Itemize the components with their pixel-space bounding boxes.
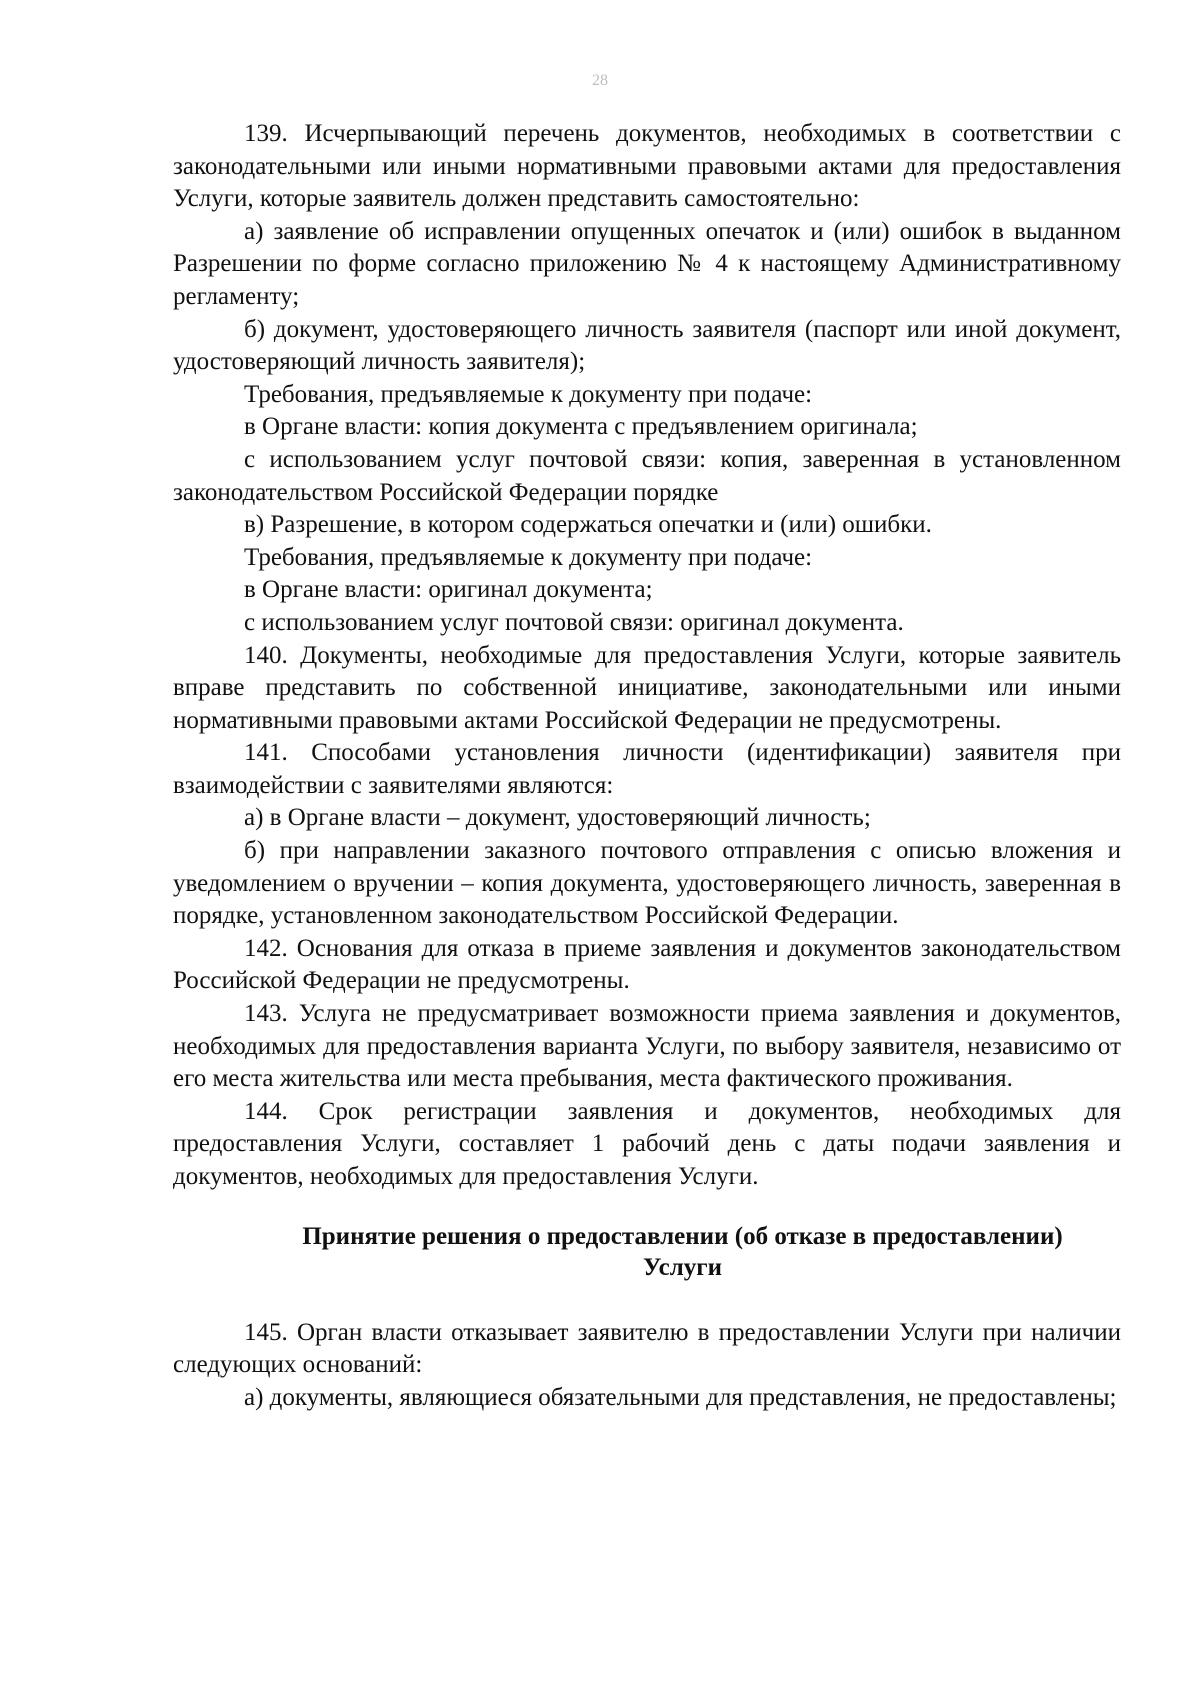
paragraph-145: 145. Орган власти отказывает заявителю в предоставлении Услуги при наличии следующих оснований: (173, 1318, 1121, 1379)
paragraph-141: 141. Способами установления личности (идентификации) заявителя при взаимодействии с заявителями являются: (173, 739, 1121, 799)
item-139-b: б) документ, удостоверяющего личность заявителя (паспорт или иной документ, удостоверяющий личность заявителя); (173, 315, 1121, 376)
item-145-a: а) документы, являющиеся обязательными для представления, не предоставлены; (244, 1383, 1117, 1411)
section-heading-line-2: Услуги (642, 1253, 723, 1281)
item-139-v: в) Разрешение, в котором содержаться опечатки и (или) ошибки. (244, 511, 932, 539)
item-141-b: б) при направлении заказного почтового отправления с описью вложения и уведомлением о вручении – копия документа, удостоверяющего личность, заверенная в порядке, установленном законодательством Российской Федерации. (173, 837, 1121, 930)
section-heading (173, 1221, 1121, 1283)
section-heading-line-1: Принятие решения о предоставлении (об отказе в предоставлении) (302, 1222, 1063, 1250)
requirement-postal-copy: с использованием услуг почтовой связи: копия, заверенная в установленном законодательством Российской Федерации порядке (173, 445, 1121, 506)
requirement-authority-copy: в Органе власти: копия документа с предъявлением оригинала; (244, 413, 918, 441)
paragraph-142: 142. Основания для отказа в приеме заявления и документов законодательством Российской Федерации не предусмотрены. (173, 934, 1121, 995)
paragraph-139: 139. Исчерпывающий перечень документов, необходимых в соответствии с законодательными или иными нормативными правовыми актами для предоставления Услуги, которые заявитель должен представить самостоятельно: (173, 120, 1121, 213)
requirements-line: Требования, предъявляемые к документу при подаче: (244, 380, 813, 408)
paragraph-144: 144. Срок регистрации заявления и документов, необходимых для предоставления Услуги, составляет 1 рабочий день с даты подачи заявления и документов, необходимых для предоставления Услуги. (173, 1097, 1121, 1190)
paragraph-143: 143. Услуга не предусматривает возможности приема заявления и документов, необходимых для предоставления варианта Услуги, по выбору заявителя, независимо от его места жительства или места пребывания, места фактического проживания. (173, 1000, 1121, 1093)
requirements-line-2: Требования, предъявляемые к документу при подаче: (244, 543, 813, 571)
page-number: 28 (592, 72, 608, 89)
document-body (173, 118, 1121, 1414)
item-141-a: а) в Органе власти – документ, удостоверяющий личность; (244, 804, 871, 832)
requirement-authority-original: в Органе власти: оригинал документа; (244, 576, 653, 604)
item-139-a: а) заявление об исправлении опущенных опечаток и (или) ошибок в выданном Разрешении по форме согласно приложению № 4 к настоящему Административному регламенту; (173, 217, 1121, 310)
requirement-postal-original: с использованием услуг почтовой связи: оригинал документа. (244, 608, 904, 636)
paragraph-140: 140. Документы, необходимые для предоставления Услуги, которые заявитель вправе представить по собственной инициативе, законодательными или иными нормативными правовыми актами Российской Федерации не предусмотрены. (173, 641, 1121, 734)
